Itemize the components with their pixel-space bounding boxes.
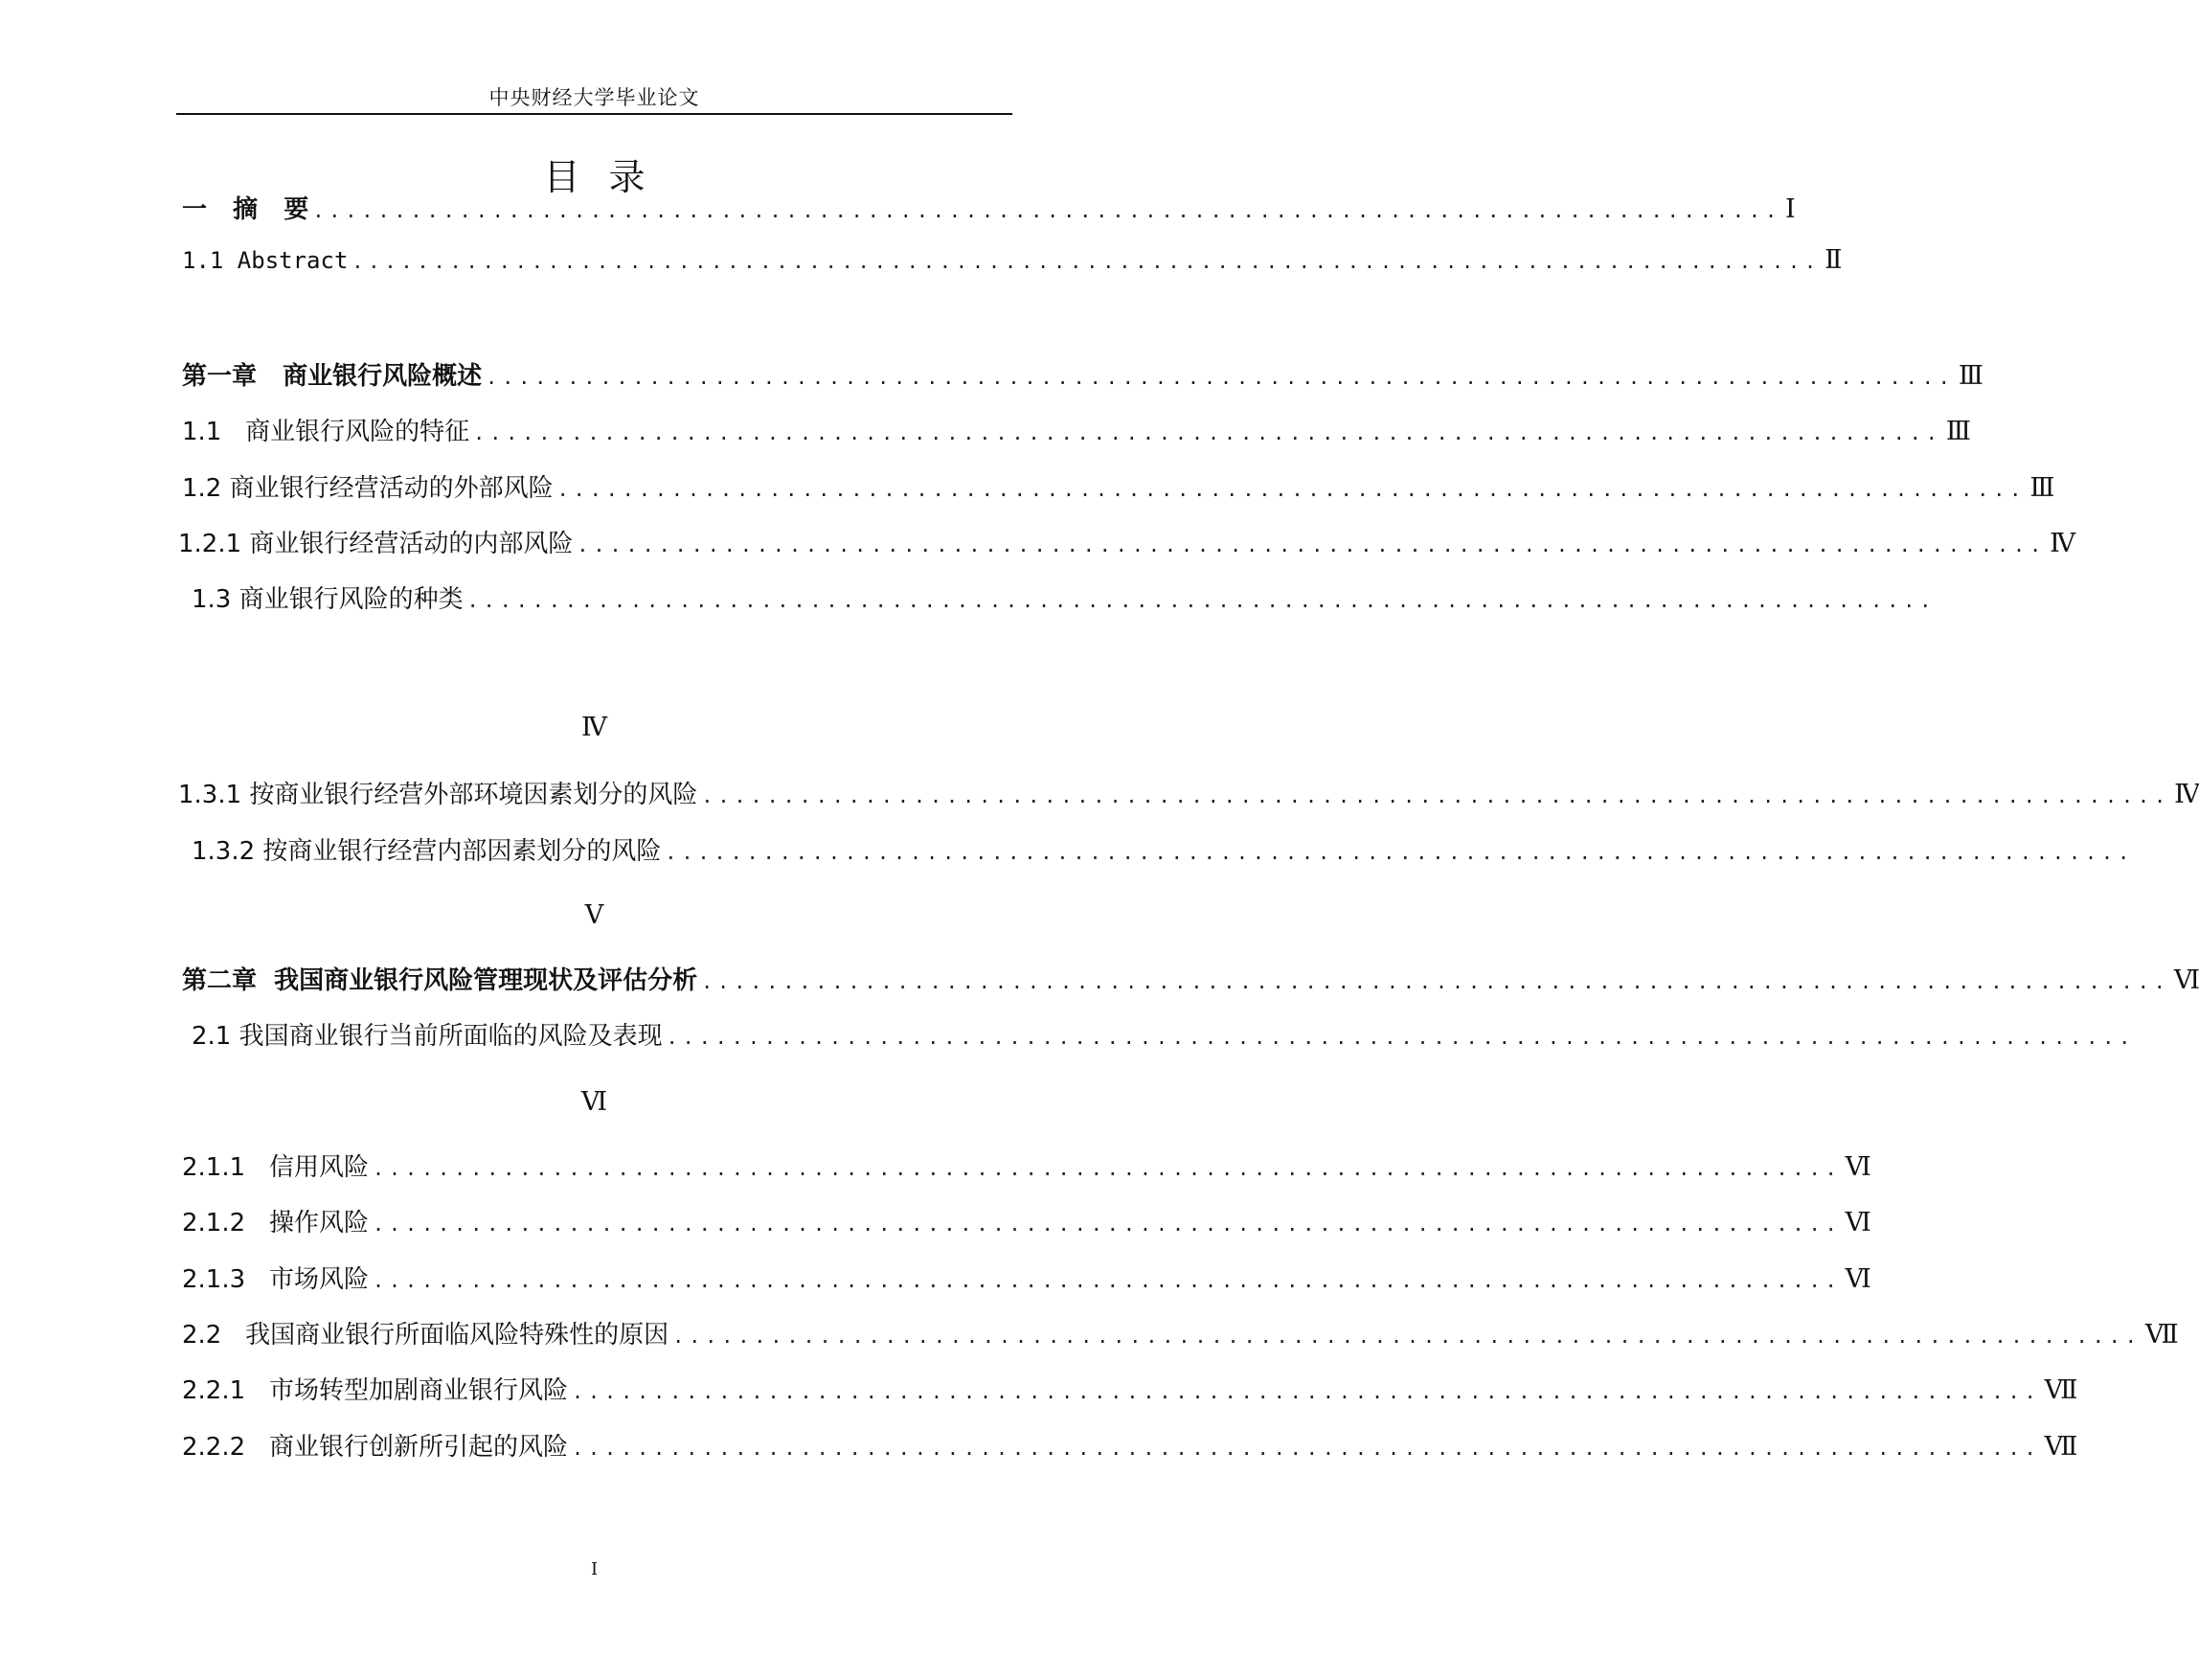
toc-entry-page: Ⅲ [1958,361,1983,391]
toc-leader-dots: .......................................................................................... [665,841,2135,864]
toc-entry-page: Ⅵ [1845,1208,1870,1237]
toc-entry-1-1[interactable] [182,412,1970,450]
toc-entry-label: 1.1 Abstract [182,247,349,274]
toc-entry-2-1[interactable] [192,1016,2136,1055]
toc-entry-label: 1.3 商业银行风险的种类 [192,585,464,614]
toc-entry-page: Ⅵ [2173,965,2199,995]
toc-entry-chapter-1[interactable] [182,356,1983,395]
toc-entry-1-3-2[interactable] [192,831,2135,870]
toc-leader-dots: .......................................................................................... [372,1269,1842,1292]
toc-entry-label: 2.1.1 信用风险 [182,1153,369,1182]
header-rule [176,113,1012,115]
toc-entry-page: Ⅵ [1845,1152,1870,1182]
toc-entry-2-2-2[interactable] [182,1427,2077,1465]
toc-entry-label: 2.1 我国商业银行当前所面临的风险及表现 [192,1022,663,1051]
toc-entry-label: 1.2.1 商业银行经营活动的内部风险 [178,530,574,558]
toc-entry-page: Ⅶ [2144,1320,2178,1350]
toc-entry-chapter-2[interactable] [182,961,2199,999]
toc-entry-1-2-1[interactable] [178,524,2075,562]
page-header: 中央财经大学毕业论文 [488,86,700,109]
toc-entry-label: 第二章 我国商业银行风险管理现状及评估分析 [182,966,698,995]
toc-leader-dots: .......................................................................................... [466,589,1937,612]
toc-entry-label: 2.1.3 市场风险 [182,1265,369,1294]
toc-leader-dots: .......................................................................................... [701,784,2171,807]
toc-entry-page: Ⅲ [2029,473,2054,503]
toc-entry-page-wrapped: Ⅳ [581,713,607,742]
toc-title: 目录 [543,156,674,198]
toc-entry-label: 1.3.1 按商业银行经营外部环境因素划分的风险 [178,781,698,809]
toc-leader-dots: .......................................................................................... [666,1026,2136,1049]
toc-leader-dots: .......................................................................................... [556,478,2027,501]
toc-leader-dots: .......................................................................................... [672,1325,2142,1348]
toc-leader-dots: .......................................................................................... [372,1157,1842,1180]
toc-leader-dots: .......................................................................................... [701,970,2170,993]
toc-entry-2-1-2[interactable] [182,1203,1870,1241]
toc-leader-dots: .......................................................................................... [473,421,1942,444]
toc-leader-dots: .......................................................................................... [571,1437,2041,1460]
toc-entry-page: Ⅲ [1945,417,1970,446]
toc-entry-page: Ⅳ [2050,529,2075,558]
toc-entry-label: 1.3.2 按商业银行经营内部因素划分的风险 [192,837,662,866]
toc-entry-label: 2.2.2 商业银行创新所引起的风险 [182,1433,568,1462]
toc-entry-2-2-1[interactable] [182,1371,2077,1409]
toc-leader-dots: .......................................................................................... [577,534,2047,556]
toc-leader-dots: .......................................................................................... [372,1213,1842,1236]
page-number: I [590,1559,599,1579]
toc-leader-dots: .......................................................................................... [571,1380,2041,1403]
toc-entry-page: Ⅱ [1825,245,1842,275]
toc-entry-2-1-3[interactable] [182,1260,1870,1298]
toc-entry-page: Ⅰ [1785,194,1795,224]
toc-entry-label: 2.1.2 操作风险 [182,1209,369,1237]
toc-entry-page: Ⅶ [2044,1375,2077,1405]
toc-entry-page: Ⅳ [2174,780,2199,809]
toc-entry-page: Ⅶ [2044,1432,2077,1462]
toc-entry-label: 第一章 商业银行风险概述 [182,362,483,391]
toc-entry-label: 一 摘 要 [182,195,309,224]
toc-entry-page-wrapped: Ⅴ [584,900,604,930]
toc-entry-page-wrapped: Ⅵ [580,1087,608,1117]
toc-entry-1-3[interactable] [192,579,1937,618]
toc-leader-dots: .......................................................................................... [351,250,1822,273]
toc-leader-dots: .......................................................................................... [312,199,1782,222]
toc-entry-label: 2.2 我国商业银行所面临风险特殊性的原因 [182,1321,669,1350]
toc-entry-2-1-1[interactable] [182,1147,1870,1186]
toc-entry-label: 1.1 商业银行风险的特征 [182,418,470,446]
toc-entry-abstract-en[interactable] [182,245,1842,284]
toc-entry-label: 2.2.1 市场转型加剧商业银行风险 [182,1376,568,1405]
toc-entry-2-2[interactable] [182,1315,2178,1353]
toc-entry-label: 1.2 商业银行经营活动的外部风险 [182,474,554,503]
toc-entry-abstract-cn[interactable] [182,190,1795,228]
toc-entry-1-2[interactable] [182,468,2054,507]
toc-entry-page: Ⅵ [1845,1264,1870,1294]
toc-entry-1-3-1[interactable] [178,775,2199,813]
toc-leader-dots: .......................................................................................... [486,366,1955,389]
